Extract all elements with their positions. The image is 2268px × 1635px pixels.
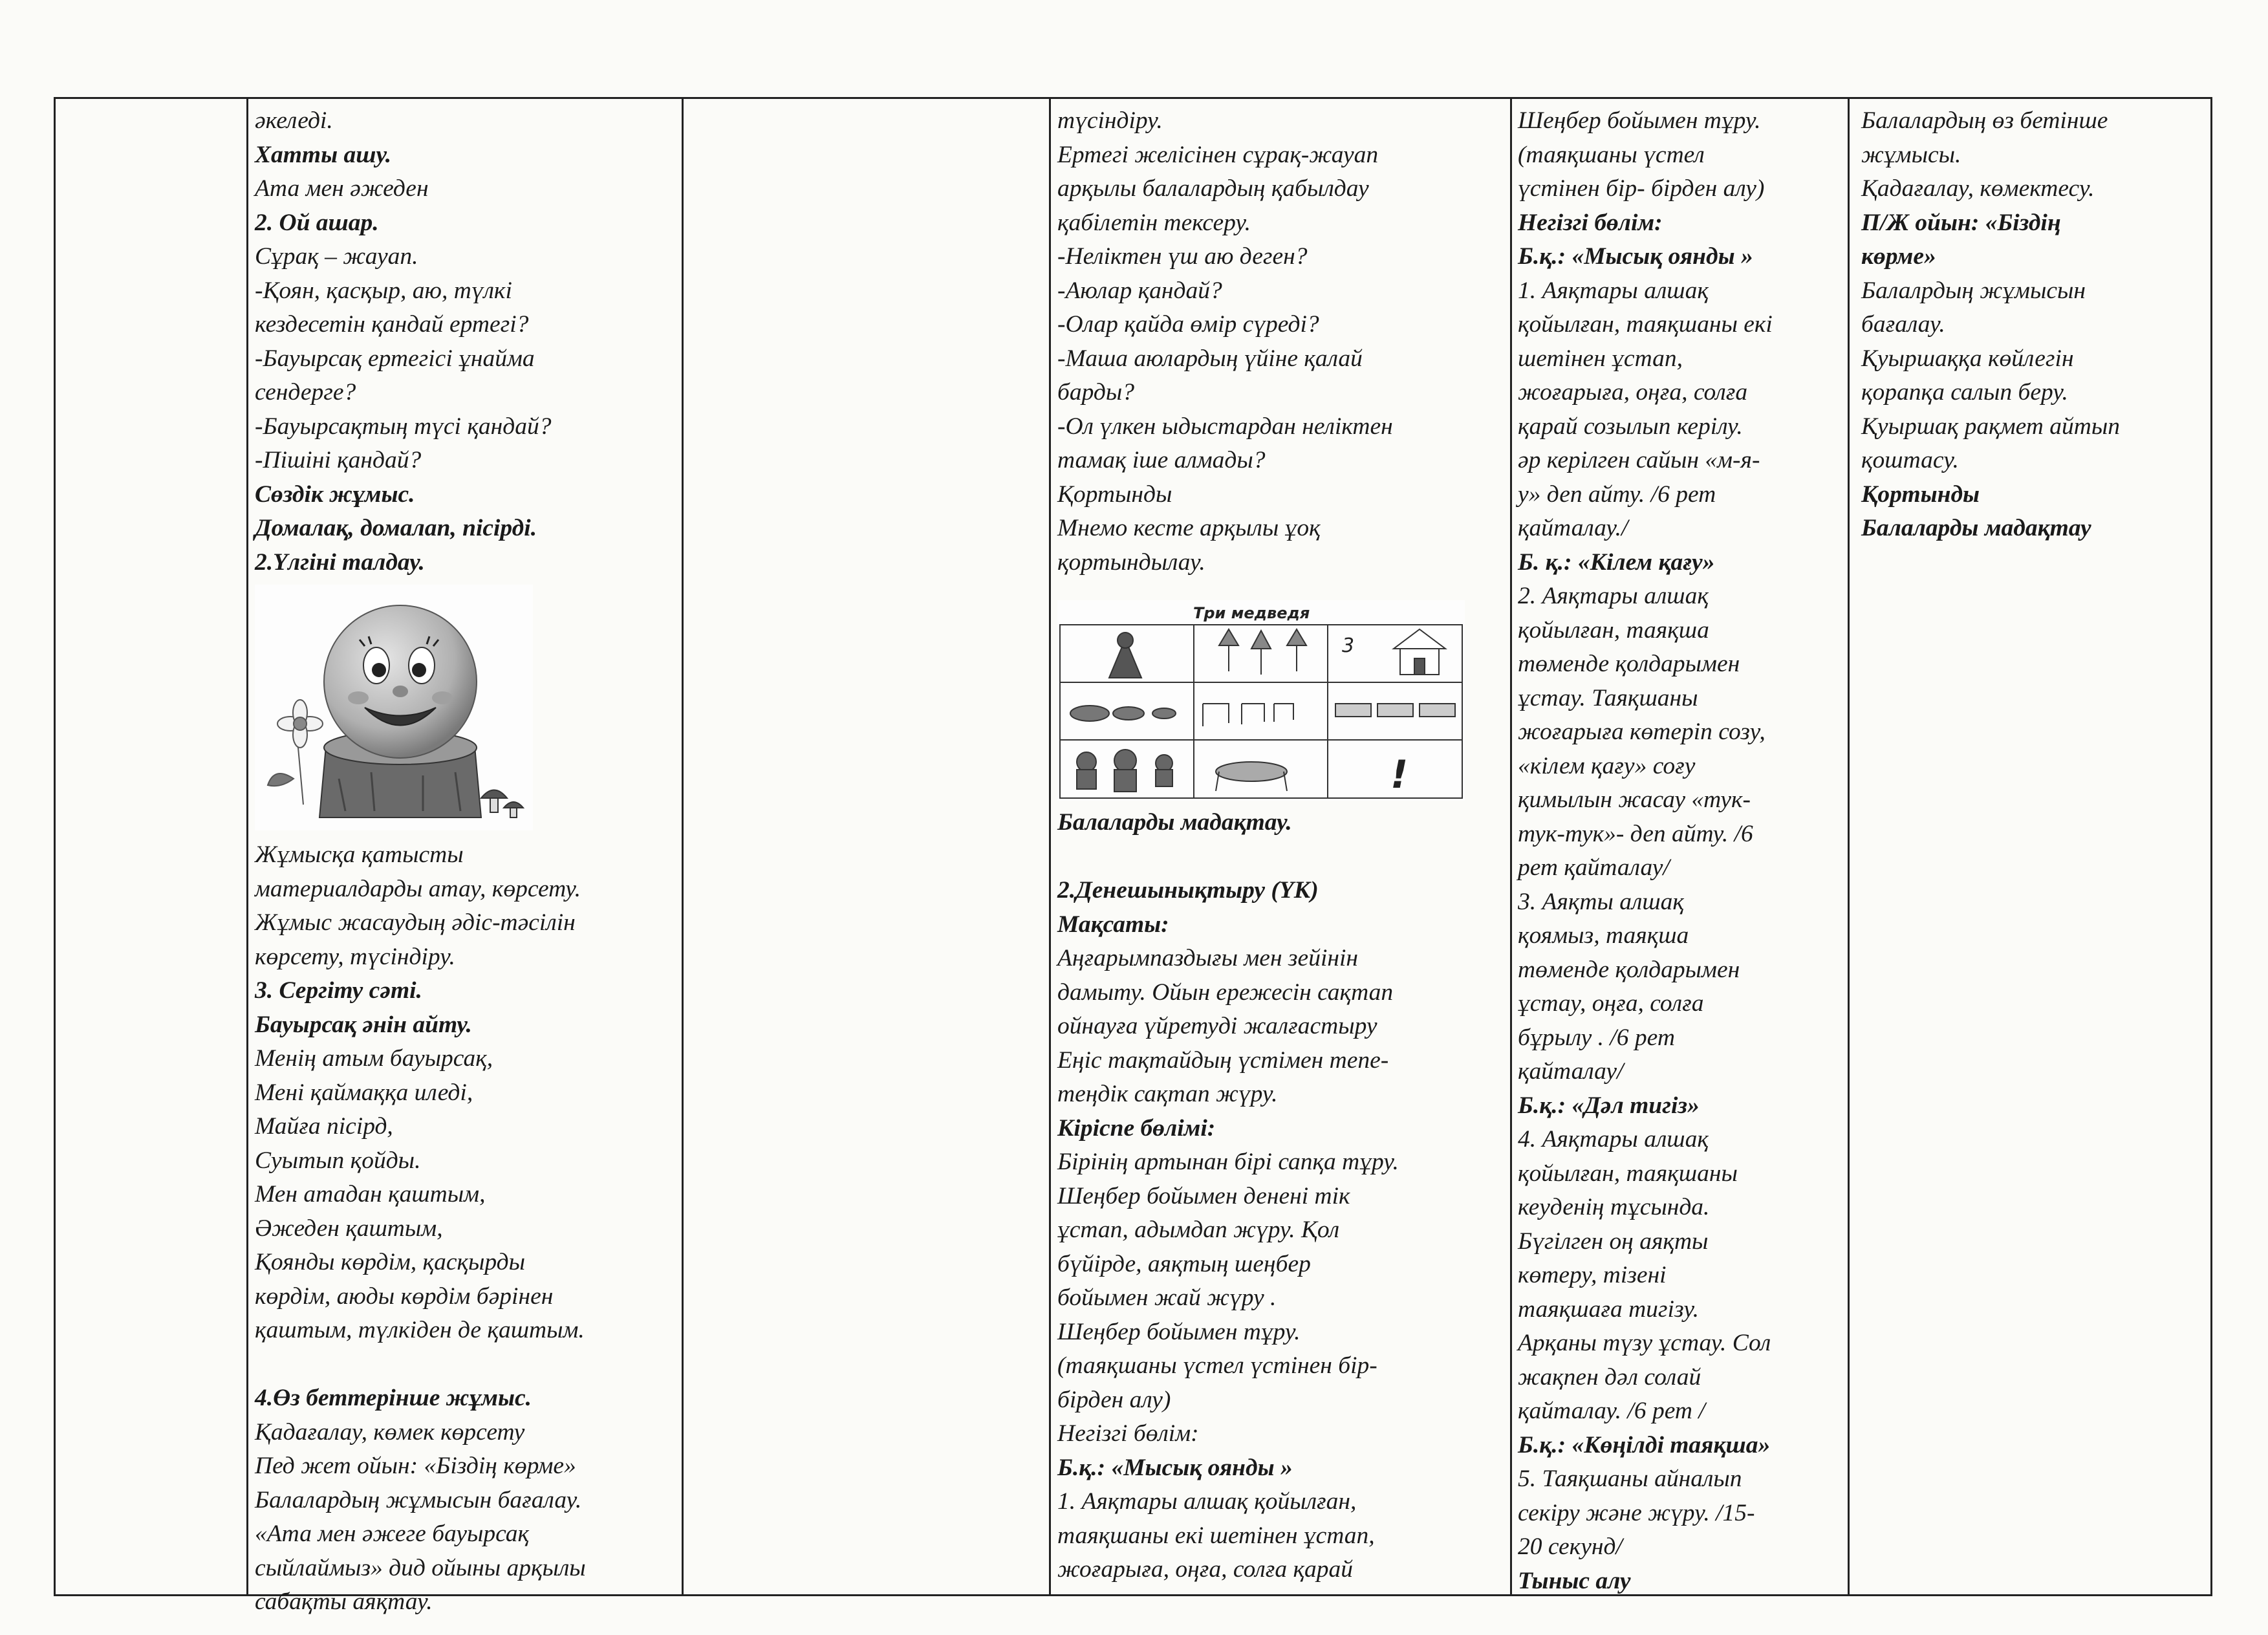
column-divider [1049, 99, 1051, 1594]
lesson-plan-table [54, 97, 2212, 1615]
text-line: сабақты аяқтау. [255, 1588, 433, 1615]
text-line: қоштасу. [1861, 447, 1959, 473]
text-line: 1. Аяқтары алшақ қойылған, [1057, 1488, 1357, 1515]
column-divider [682, 99, 684, 1594]
column-divider [1510, 99, 1512, 1594]
text-line: Мені қаймаққа иледі, [255, 1079, 473, 1106]
text-line: 1. Аяқтары алшақ [1518, 277, 1709, 304]
text-line: ойнауға үйретуді жалғастыру [1057, 1013, 1377, 1039]
svg-text:3: 3 [1342, 634, 1355, 657]
text-line: Балаларды мадақтау. [1057, 809, 1292, 836]
text-line: қайталау/ [1518, 1058, 1624, 1085]
text-line: ұстап, адымдап жүру. Қол [1057, 1217, 1340, 1243]
text-line: -Маша аюлардың үйіне қалай [1057, 345, 1363, 372]
text-line [255, 1348, 678, 1382]
col6-lines [1861, 104, 2210, 546]
text-line: -Қоян, қасқыр, аю, түлкі [255, 277, 512, 304]
col2-part1 [255, 104, 678, 579]
text-line: 2. Ой ашар. [255, 209, 379, 236]
text-line: қаштым, түлкіден де қаштым. [255, 1317, 585, 1343]
mnemo-title: Три медведя [1193, 604, 1310, 622]
text-line: 2.Үлгіні талдау. [255, 548, 425, 576]
text-line: Негізгі бөлім: [1518, 209, 1663, 236]
text-line: 3. Сергіту сәті. [255, 977, 422, 1004]
text-line: жұмысы. [1861, 141, 1961, 168]
text-line: материалдарды атау, көрсету. [255, 875, 581, 902]
svg-text:!: ! [1390, 752, 1409, 797]
text-line: тук-тук»- деп айту. /6 [1518, 820, 1753, 847]
text-line: рет қайталау/ [1518, 854, 1670, 881]
text-line: секіру және жүру. /15- [1518, 1499, 1755, 1526]
text-line: Пед жет ойын: «Біздің көрме» [255, 1453, 576, 1479]
text-line: көрме» [1861, 243, 1936, 270]
text-line: Менің атым бауырсақ, [255, 1045, 493, 1072]
text-line: кеуденің тұсында. [1518, 1194, 1710, 1220]
text-line: -Неліктен үш аю деген? [1057, 243, 1308, 270]
text-line: Хатты ашу. [255, 141, 392, 168]
text-line: Б.қ.: «Көңілді таяқша» [1518, 1431, 1771, 1458]
text-line: Қоянды көрдім, қасқырды [255, 1249, 526, 1275]
text-line: таяқшаны екі шетінен ұстап, [1057, 1522, 1375, 1549]
text-line: Бірінің артынан бірі сапқа тұру. [1057, 1149, 1399, 1175]
text-line: Мнемо кесте арқылы ұоқ [1057, 515, 1321, 541]
text-line: 2. Аяқтары алшақ [1518, 583, 1709, 609]
column-4-cell [1057, 104, 1507, 1587]
text-line: қоямыз, таяқша [1518, 922, 1689, 949]
text-line: ұстау. Таяқшаны [1518, 684, 1698, 711]
text-line: Қуыршаққа көйлегін [1861, 345, 2074, 372]
text-line: Балаларды мадақтау [1861, 515, 2091, 541]
text-line: қойылған, таяқша [1518, 616, 1709, 644]
text-line: 3. Аяқты алшақ [1518, 888, 1684, 915]
text-line: жоғарыға, оңға, солға [1518, 379, 1748, 406]
text-line: көтеру, тізені [1518, 1262, 1667, 1288]
text-line: -Олар қайда өмір сүреді? [1057, 311, 1319, 338]
text-line: Мен атадан қаштым, [255, 1181, 486, 1207]
text-line: әкеледі. [255, 107, 333, 134]
text-line: (таяқшаны үстел [1518, 141, 1705, 168]
text-line: 20 секунд/ [1518, 1533, 1623, 1560]
text-line: Ата мен әжеден [255, 175, 429, 202]
col4-part1 [1057, 104, 1507, 579]
col5-lines [1518, 104, 1844, 1598]
text-line: сендерге? [255, 379, 356, 406]
text-line: жоғарыға көтеріп созу, [1518, 719, 1766, 745]
text-line: (таяқшаны үстел үстінен бір- [1057, 1352, 1377, 1379]
text-line: 4.Өз беттерінше жұмыс. [255, 1385, 532, 1411]
text-line: барды? [1057, 379, 1134, 406]
text-line: Бүгілген оң аяқты [1518, 1228, 1709, 1255]
text-line: Б.қ.: «Мысық оянды » [1518, 243, 1753, 270]
column-2-cell [255, 104, 678, 1619]
text-line: Мақсаты: [1057, 911, 1169, 938]
text-line: 2.Денешынықтыру (ҮК) [1057, 877, 1319, 904]
text-line: Балалрдың жұмысын [1861, 277, 2086, 304]
text-line: Жұмыс жасаудың әдіс-тәсілін [255, 909, 576, 936]
column-divider [1848, 99, 1850, 1594]
text-line: әр керілген сайын «м-я- [1518, 447, 1760, 473]
text-line: -Пішіні қандай? [255, 447, 422, 473]
text-line: қайталау. /6 рет / [1518, 1398, 1705, 1424]
text-line: теңдік сақтап жүру. [1057, 1081, 1278, 1107]
text-line: Аңғарымпаздығы мен зейінін [1057, 945, 1358, 971]
text-line: Шеңбер бойымен тұру. [1518, 107, 1761, 134]
text-line: Арқаны түзу ұстау. Сол [1518, 1330, 1771, 1356]
text-line: Сұрақ – жауап. [255, 243, 418, 270]
text-line: Қортынды [1861, 481, 1980, 508]
text-line: жоғарыға, оңға, солға қарай [1057, 1556, 1354, 1583]
text-line: -Аюлар қандай? [1057, 277, 1222, 304]
text-line: қойылған, таяқшаны екі [1518, 311, 1773, 338]
text-line: у» деп айту. /6 рет [1518, 481, 1716, 508]
text-line: кездесетін қандай ертегі? [255, 311, 529, 338]
text-line: Майға пісірд, [255, 1113, 393, 1140]
text-line: Ертегі желісінен сұрақ-жауап [1057, 141, 1379, 168]
text-line: бірден алу) [1057, 1386, 1171, 1413]
text-line: Сөздік жұмыс. [255, 481, 415, 508]
text-line: бұрылу . /6 рет [1518, 1024, 1675, 1051]
text-line: бағалау. [1861, 311, 1945, 338]
text-line: Суытып қойды. [255, 1147, 421, 1174]
col4-part2 [1057, 806, 1507, 1587]
text-line: Шеңбер бойымен тұру. [1057, 1318, 1301, 1345]
text-line: Қуыршақ рақмет айтып [1861, 413, 2120, 440]
text-line: -Ол үлкен ыдыстардан неліктен [1057, 413, 1393, 440]
text-line: Қадағалау, көмек көрсету [255, 1418, 525, 1446]
text-line: бүйірде, аяқтың шеңбер [1057, 1250, 1311, 1277]
text-line: Еңіс тақтайдың үстімен тепе- [1057, 1046, 1389, 1074]
text-line: төменде қолдарымен [1518, 956, 1740, 983]
text-line: жақпен дәл солай [1518, 1363, 1701, 1391]
text-line: Б.қ.: «Мысық оянды » [1057, 1454, 1293, 1481]
text-line: Қортынды [1057, 481, 1172, 508]
text-line: көрдім, аюды көрдім бәрінен [255, 1283, 554, 1310]
text-line: 5. Таяқшаны айналып [1518, 1466, 1742, 1492]
text-line: П/Ж ойын: «Біздің [1861, 209, 2061, 236]
text-line: шетінен ұстап, [1518, 345, 1683, 372]
text-line: Негізгі бөлім: [1057, 1420, 1199, 1447]
text-line: Кіріспе бөлімі: [1057, 1114, 1216, 1142]
text-line: қойылған, таяқшаны [1518, 1160, 1738, 1187]
text-line: -Бауырсақтың түсі қандай? [255, 413, 552, 440]
kolobok-illustration [255, 585, 533, 830]
text-line: Тыныс алу [1518, 1567, 1631, 1594]
text-line: қорапқа салып беру. [1861, 379, 2068, 406]
text-line: қарай созылып керілу. [1518, 413, 1743, 440]
text-line: -Бауырсақ ертегісі ұнайма [255, 345, 535, 372]
column-divider [246, 99, 248, 1594]
text-line: 4. Аяқтары алшақ [1518, 1126, 1709, 1153]
text-line: Б. қ.: «Кілем қағу» [1518, 548, 1715, 576]
text-line: арқылы балалардың қабылдау [1057, 175, 1369, 202]
text-line: төменде қолдарымен [1518, 651, 1740, 677]
text-line: «Ата мен әжеге бауырсақ [255, 1521, 530, 1547]
text-line: Жұмысқа қатысты [255, 841, 464, 868]
column-6-cell [1861, 104, 2210, 546]
mnemonic-table-illustration [1057, 600, 1465, 801]
text-line: көрсету, түсіндіру. [255, 943, 455, 970]
text-line: бойымен жай жүру . [1057, 1284, 1277, 1311]
text-line: қайталау./ [1518, 515, 1628, 541]
text-line: «кілем қағу» соғу [1518, 752, 1696, 779]
text-line [1057, 840, 1507, 874]
text-line: таяқшаға тигізу. [1518, 1295, 1699, 1323]
text-line: қабілетін тексеру. [1057, 209, 1251, 236]
text-line: түсіндіру. [1057, 107, 1163, 134]
text-line: Қадағалау, көмектесу. [1861, 175, 2095, 202]
col2-part2 [255, 838, 678, 1619]
text-line: сыйлаймыз» дид ойыны арқылы [255, 1554, 586, 1581]
text-line: Шеңбер бойымен денені тік [1057, 1182, 1350, 1209]
text-line: қимылын жасау «тук- [1518, 786, 1751, 813]
text-line: Б.қ.: «Дәл тигіз» [1518, 1092, 1700, 1119]
text-line: Домалақ, домалап, пісірді. [255, 515, 537, 541]
text-line: дамыту. Ойын ережесін сақтап [1057, 979, 1394, 1006]
text-line: қортындылау. [1057, 548, 1205, 576]
text-line: Балалардың жұмысын бағалау. [255, 1486, 582, 1513]
text-line: ұстау, оңға, солға [1518, 990, 1704, 1017]
column-5-cell [1518, 104, 1844, 1598]
text-line: Балалардың өз бетінше [1861, 107, 2108, 134]
text-line: үстінен бір- бірден алу) [1518, 175, 1765, 202]
text-line: тамақ іше алмады? [1057, 447, 1266, 473]
text-line: Әжеден қаштым, [255, 1215, 443, 1242]
text-line: Бауырсақ әнін айту. [255, 1011, 472, 1038]
